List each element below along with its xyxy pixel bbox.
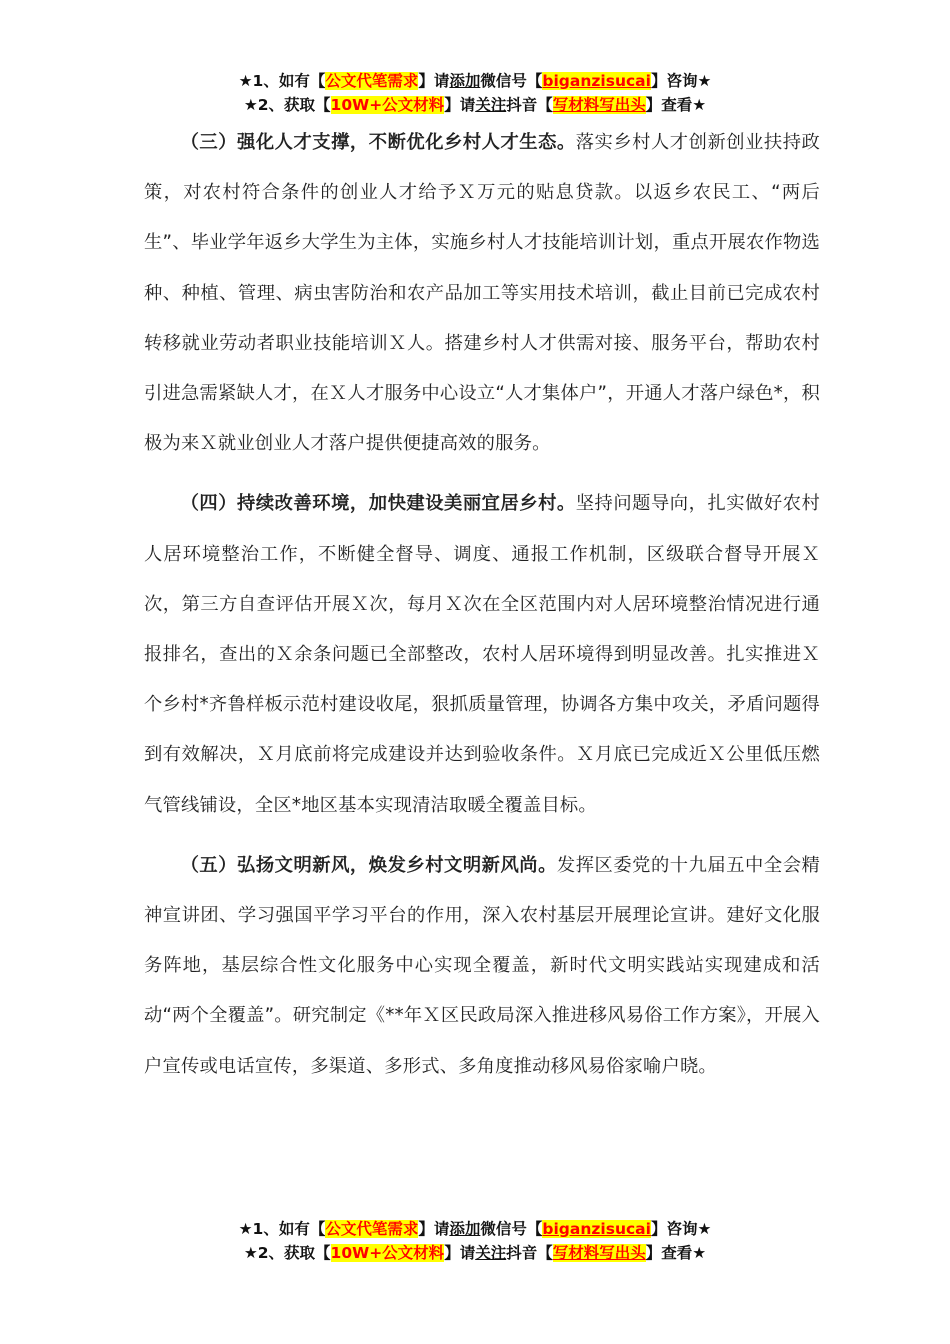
banner-text: ★2、获取【 [243,1244,331,1262]
banner-underlined-text: 添加 [449,1220,481,1238]
banner-underlined-text: 添加 [449,72,481,90]
paragraph-environment [144,479,820,830]
paragraph-civilization [144,841,820,1092]
banner-highlight-douyin-id: 写材料写出头 [552,96,646,114]
banner-highlight: 公文代笔需求 [325,1220,419,1238]
paragraph-heading: （三）强化人才支撑，不断优化乡村人才生态。 [180,132,576,153]
banner-underlined-text: 关注 [475,1244,507,1262]
banner-text: 】咨询★ [650,72,712,90]
banner-text: 】请 [444,96,476,114]
banner-highlight: 10W+公文材料 [330,96,445,114]
document-body [144,118,820,1092]
top-banner [0,69,950,117]
banner-highlight-douyin-id: 写材料写出头 [552,1244,646,1262]
banner-text: 】请 [418,72,450,90]
paragraph-heading: （五）弘扬文明新风，焕发乡村文明新风尚。 [180,854,557,876]
banner-highlight-wechat-id: biganzisucai [542,72,651,90]
banner-text: ★1、如有【 [238,1220,326,1238]
banner-text: 抖音【 [506,1244,553,1262]
paragraph-text: 落实乡村人才创新创业扶持政策，对农村符合条件的创业人才给予Ｘ万元的贴息贷款。以返乡农民工、“两后生”、毕业学年返乡大学生为主体，实施乡村人才技能培训计划，重点开展农作物选种、种植、管理、病虫害防治和农产品加工等实用技术培训，截止目前已完成农村转移就业劳动者职业技能培训Ｘ人。搭建乡村人才供需对接、服务平台，帮助农村引进急需紧缺人才，在Ｘ人才服务中心设立“人才集体户”，开通人才落户绿色*，积极为来Ｘ就业创业人才落户提供便捷高效的服务。 [144,132,821,455]
paragraph-text: 坚持问题导向，扎实做好农村人居环境整治工作，不断健全督导、调度、通报工作机制，区级联合督导开展Ｘ次，第三方自查评估开展Ｘ次，每月Ｘ次在全区范围内对人居环境整治情况进行通报排名，查出的Ｘ余条问题已全部整改，农村人居环境得到明显改善。扎实推进Ｘ个乡村*齐鲁样板示范村建设收尾，狠抓质量管理，协调各方集中攻关，矛盾问题得到有效解决，Ｘ月底前将完成建设并达到验收条件。Ｘ月底已完成近Ｘ公里低压燃气管线铺设，全区*地区基本实现清洁取暖全覆盖目标。 [144,493,821,816]
banner-text: ★1、如有【 [238,72,326,90]
banner-text: 】查看★ [645,1244,707,1262]
banner-line-2 [0,1241,950,1265]
paragraph-text: 发挥区委党的十九届五中全会精神宣讲团、学习强国平学习平台的作用，深入农村基层开展理论宣讲。建好文化服务阵地，基层综合性文化服务中心实现全覆盖，新时代文明实践站实现建成和活动“两个全覆盖”。研究制定《**年Ｘ区民政局深入推进移风易俗工作方案》，开展入户宣传或电话宣传，多渠道、多形式、多角度推动移风易俗家喻户晓。 [144,854,820,1077]
banner-text: 】请 [418,1220,450,1238]
banner-text: 】查看★ [645,96,707,114]
banner-text: 微信号【 [480,1220,543,1238]
banner-line-2 [0,93,950,117]
banner-highlight-wechat-id: biganzisucai [542,1220,651,1238]
banner-text: 抖音【 [506,96,553,114]
banner-line-1 [0,69,950,93]
banner-line-1 [0,1217,950,1241]
banner-highlight: 公文代笔需求 [325,72,419,90]
banner-text: 】请 [444,1244,476,1262]
paragraph-heading: （四）持续改善环境，加快建设美丽宜居乡村。 [180,493,576,515]
banner-text: 微信号【 [480,72,543,90]
paragraph-talent-support [144,118,820,469]
banner-underlined-text: 关注 [475,96,507,114]
bottom-banner [0,1217,950,1265]
banner-text: ★2、获取【 [243,96,331,114]
banner-text: 】咨询★ [650,1220,712,1238]
banner-highlight: 10W+公文材料 [330,1244,445,1262]
